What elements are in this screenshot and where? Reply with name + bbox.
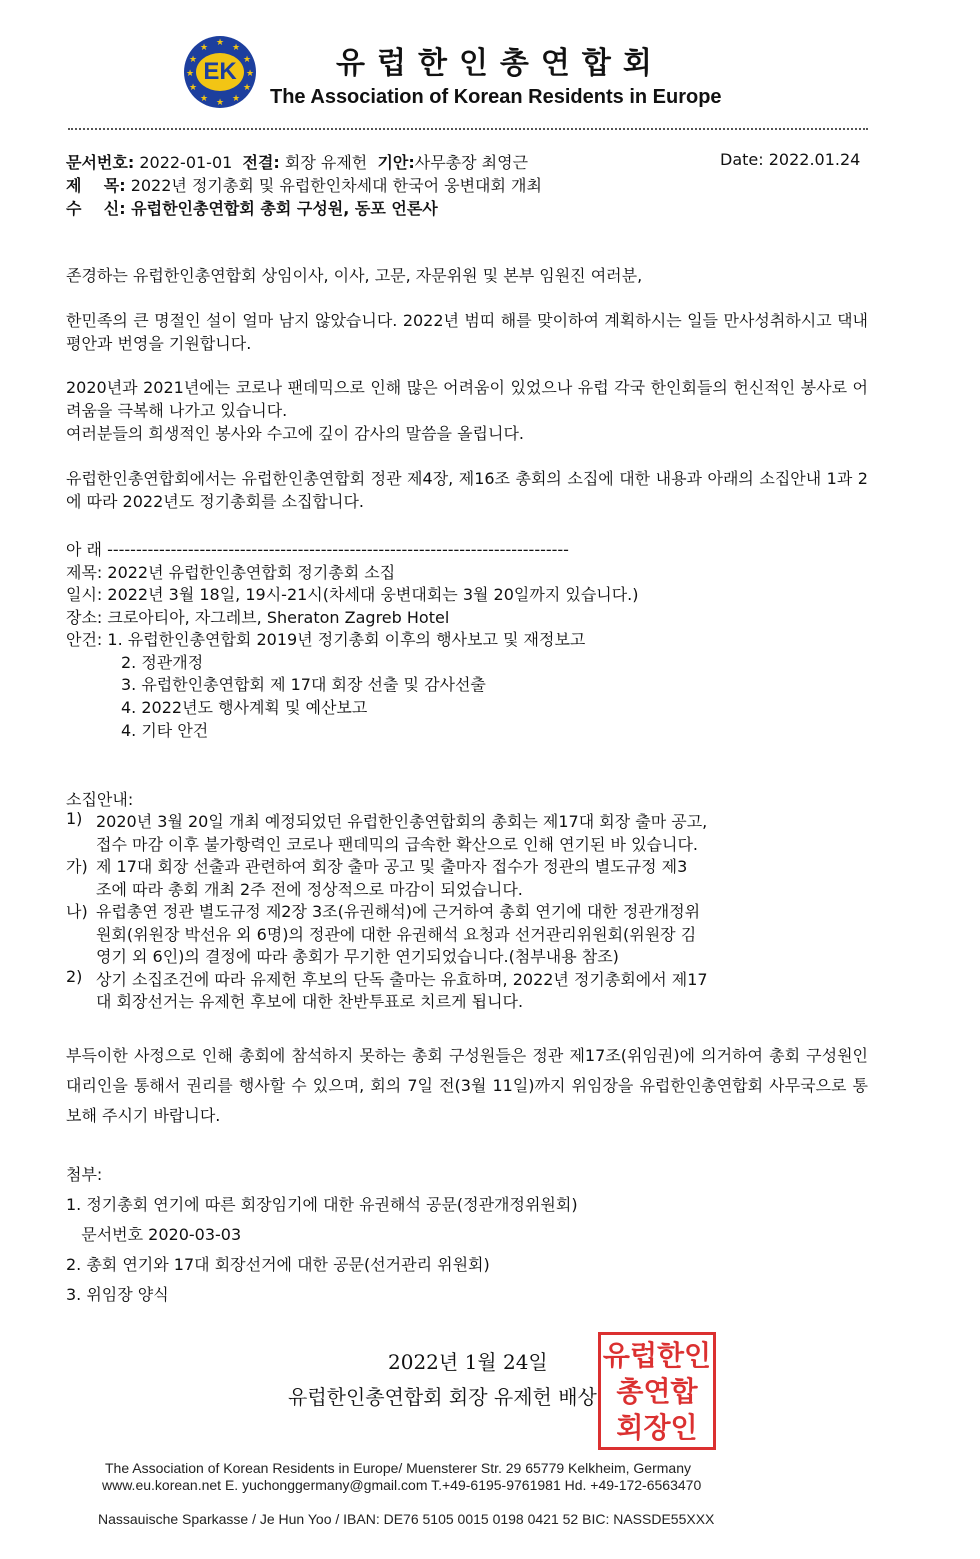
meta-line-3	[66, 196, 438, 219]
convocation-mark: 가)	[66, 857, 88, 876]
convocation-line: 대 회장선거는 유제헌 후보에 대한 찬반투표로 치르게 됩니다.	[96, 992, 524, 1011]
notice-heading: 아 래 --------------------------------------------------------------------------------	[66, 540, 569, 559]
convocation-line: 제 17대 회장 선출과 관련하여 회장 출마 공고 및 출마자 접수가 정관의 별도규정 제3	[96, 857, 688, 876]
signature-date: 2022년 1월 24일	[388, 1350, 548, 1374]
footer-bank: Nassauische Sparkasse / Je Hun Yoo / IBAN: DE76 5105 0015 0198 0421 52 BIC: NASSDE55XXX	[98, 1511, 715, 1527]
convocation-mark: 1)	[66, 809, 83, 828]
notice-title: 제목: 2022년 유럽한인총연합회 정기총회 소집	[66, 563, 396, 582]
title-english: The Association of Korean Residents in Europe	[270, 86, 722, 108]
header-divider	[68, 128, 868, 130]
drafter: 사무총장 최영근	[414, 153, 529, 172]
meta-line-1	[66, 150, 528, 173]
footer-contact: www.eu.korean.net E. yuchonggermany@gmail.com T.+49-6195-9761981 Hd. +49-172-6563470	[102, 1477, 702, 1493]
agenda-item: 안건: 1. 유럽한인총연합회 2019년 정기총회 이후의 행사보고 및 재정보고	[66, 630, 586, 649]
convocation-heading: 소집안내:	[66, 790, 134, 809]
logo-text: EK	[196, 53, 244, 91]
convocation-line: 접수 마감 이후 불가항력인 코로나 팬데믹의 급속한 확산으로 인해 연기된 바 있습니다.	[96, 835, 698, 854]
notice-place: 장소: 크로아티아, 자그레브, Sheraton Zagreb Hotel	[66, 608, 450, 627]
paragraph-2b: 여러분들의 희생적인 봉사와 수고에 깊이 감사의 말씀을 올립니다.	[66, 424, 525, 443]
agenda-item: 4. 2022년도 행사계획 및 예산보고	[121, 698, 368, 717]
convocation-line: 원회(위원장 박선유 외 6명)의 정관에 대한 유권해석 요청과 선거관리위원회(위원장 김	[96, 925, 697, 944]
convocation-mark: 2)	[66, 967, 83, 986]
seal-line: 회장인	[616, 1411, 698, 1444]
paragraph-1: 한민족의 큰 명절인 설이 얼마 남지 않았습니다. 2022년 범띠 해를 맞이하여 계획하시는 일들 만사성취하시고 댁내 평안과 번영을 기원합니다.	[66, 311, 868, 353]
official-seal	[598, 1332, 716, 1450]
meta-line-2	[66, 173, 542, 196]
signature-signer: 유럽한인총연합회 회장 유제헌 배상	[288, 1385, 597, 1409]
recipient-label: 수 신:	[66, 199, 126, 218]
convocation-line: 유럽총연 정관 별도규정 제2장 3조(유권해석)에 근거하여 총회 연기에 대한 정관개정위	[96, 902, 701, 921]
proxy-paragraph: 부득이한 사정으로 인해 총회에 참석하지 못하는 총회 구성원들은 정관 제17조(위임권)에 의거하여 총회 구성원인 대리인을 통해서 권리를 행사할 수 있으며, 회의 7일 전(3월 11일)까지 위임장을 유럽한인총연합회 사무국으로 통보해 주시기 바랍니다.	[66, 1046, 868, 1125]
attachment-item: 1. 정기총회 연기에 따른 회장임기에 대한 유권해석 공문(정관개정위원회)	[66, 1195, 578, 1214]
greeting: 존경하는 유럽한인총연합회 상임이사, 이사, 고문, 자문위원 및 본부 임원진 여러분,	[66, 266, 643, 285]
document-date: Date: 2022.01.24	[720, 150, 861, 169]
convocation-line: 조에 따라 총회 개최 2주 전에 정상적으로 마감이 되었습니다.	[96, 880, 523, 899]
seal-line: 총연합	[616, 1375, 698, 1408]
agenda-item: 2. 정관개정	[121, 653, 204, 672]
agenda-item: 4. 기타 안건	[121, 721, 209, 740]
footer-address: The Association of Korean Residents in Europe/ Muensterer Str. 29 65779 Kelkheim, Germany	[105, 1460, 691, 1476]
notice-datetime: 일시: 2022년 3월 18일, 19시-21시(차세대 웅변대회는 3월 20일까지 있습니다.)	[66, 585, 639, 604]
approval: 회장 유제헌	[284, 153, 368, 172]
attachment-item: 2. 총회 연기와 17대 회장선거에 대한 공문(선거관리 위원회)	[66, 1255, 490, 1274]
doc-no-label: 문서번호:	[66, 153, 135, 172]
convocation-line: 상기 소집조건에 따라 유제헌 후보의 단독 출마는 유효하며, 2022년 정기총회에서 제17	[96, 970, 708, 989]
paragraph-3: 유럽한인총연합회에서는 유럽한인총연합회 정관 제4장, 제16조 총회의 소집에 대한 내용과 아래의 소집안내 1과 2에 따라 2022년도 정기총회를 소집합니다.	[66, 469, 868, 511]
seal-line: 유럽한인	[602, 1339, 712, 1372]
recipient: 유럽한인총연합회 총회 구성원, 동포 언론사	[131, 199, 438, 218]
paragraph-2: 2020년과 2021년에는 코로나 팬데믹으로 인해 많은 어려움이 있었으나 유럽 각국 한인회들의 헌신적인 봉사로 어려움을 극복해 나가고 있습니다.	[66, 378, 868, 420]
title-korean: 유럽한인총연합회	[336, 46, 664, 81]
convocation-line: 영기 외 6인)의 결정에 따라 총회가 무기한 연기되었습니다.(첨부내용 참조)	[96, 947, 619, 966]
doc-no: 2022-01-01	[139, 153, 233, 172]
approval-label: 전결:	[242, 153, 280, 172]
attachments-heading: 첨부:	[66, 1165, 103, 1184]
association-logo: ★ ★ ★ ★ ★ ★ ★ ★ ★ ★ ★ ★ EK	[186, 38, 255, 108]
agenda-item: 3. 유럽한인총연합회 제 17대 회장 선출 및 감사선출	[121, 675, 486, 694]
convocation-mark: 나)	[66, 902, 88, 921]
attachment-item: 3. 위임장 양식	[66, 1285, 169, 1304]
attachment-item: 문서번호 2020-03-03	[66, 1225, 242, 1244]
drafter-label: 기안:	[377, 153, 415, 172]
subject-label: 제 목:	[66, 176, 126, 195]
convocation-line: 2020년 3월 20일 개최 예정되었던 유럽한인총연합회의 총회는 제17대 회장 출마 공고,	[96, 812, 708, 831]
subject: 2022년 정기총회 및 유럽한인차세대 한국어 웅변대회 개최	[130, 176, 542, 195]
